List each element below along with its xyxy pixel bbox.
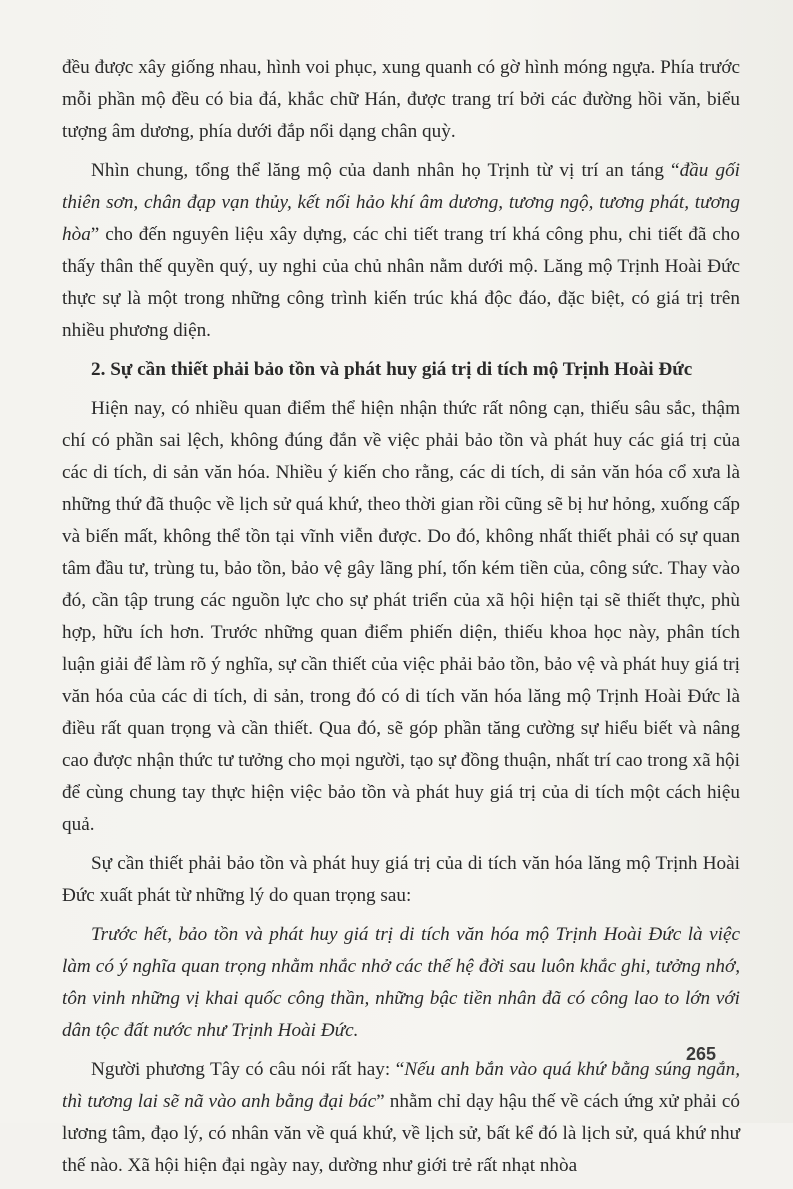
paragraph-views bbox=[62, 393, 740, 841]
paragraph-first-reason bbox=[62, 919, 740, 1047]
paragraph-text: Người phương Tây có câu nói rất hay: “ bbox=[91, 1059, 405, 1080]
paragraph-reasons-intro bbox=[62, 848, 740, 912]
paragraph-summary bbox=[62, 155, 740, 347]
paragraph-text: ” cho đến nguyên liệu xây dựng, các chi tiết trang trí khá công phu, chi tiết đã cho thấy thân thế quyền quý, uy nghi của chủ nhân nằm dưới mộ. Lăng mộ Trịnh Hoài Đức thực sự là một trong những công trình kiến trúc khá độc đáo, đặc biệt, có giá trị trên nhiều phương diện. bbox=[62, 224, 740, 341]
paragraph-text: Sự cần thiết phải bảo tồn và phát huy giá trị của di tích văn hóa lăng mộ Trịnh Hoài Đức xuất phát từ những lý do quan trọng sau: bbox=[62, 853, 740, 906]
paragraph-western-saying bbox=[62, 1054, 740, 1182]
paragraph-text: Trước hết, bảo tồn và phát huy giá trị di tích văn hóa mộ Trịnh Hoài Đức là việc làm có ý nghĩa quan trọng nhằm nhắc nhở các thế hệ đời sau luôn khắc ghi, tưởng nhớ, tôn vinh những vị khai quốc công thần, những bậc tiền nhân đã có công lao to lớn với dân tộc đất nước như Trịnh Hoài Đức. bbox=[62, 924, 740, 1041]
italic-quote: Nếu anh bắn vào quá khứ bằng súng ngắn, thì tương lai sẽ nã vào anh bằng đại bác bbox=[62, 1059, 741, 1112]
italic-quote: đầu gối thiên sơn, chân đạp vạn thủy, kết nối hảo khí âm dương, tương ngộ, tương phát, tương hòa bbox=[62, 160, 740, 245]
page-number: 265 bbox=[686, 1044, 717, 1064]
paragraph-text: Nhìn chung, tổng thể lăng mộ của danh nhân họ Trịnh từ vị trí an táng “ bbox=[91, 160, 680, 181]
paragraph-text: Hiện nay, có nhiều quan điểm thể hiện nhận thức rất nông cạn, thiếu sâu sắc, thậm chí có phần sai lệch, không đúng đắn về việc phải bảo tồn và phát huy các giá trị của các di tích, di sản văn hóa. Nhiều ý kiến cho rằng, các di tích, di sản văn hóa cổ xưa là những thứ đã thuộc về lịch sử quá khứ, theo thời gian rồi cũng sẽ bị hư hỏng, xuống cấp và biến mất, không thể tồn tại vĩnh viễn được. Do đó, không nhất thiết phải có sự quan tâm đầu tư, trùng tu, bảo tồn, bảo vệ gây lãng phí, tốn kém tiền của, công sức. Thay vào đó, cần tập trung các nguồn lực cho sự phát triển của xã hội hiện tại sẽ thiết thực, phù hợp, hữu ích hơn. Trước những quan điểm phiến diện, thiếu khoa học này, phân tích luận giải để làm rõ ý nghĩa, sự cần thiết của việc phải bảo tồn, bảo vệ và phát huy giá trị văn hóa của các di tích, di sản, trong đó có di tích văn hóa lăng mộ Trịnh Hoài Đức là điều rất quan trọng và cần thiết. Qua đó, sẽ góp phần tăng cường sự hiểu biết và nâng cao được nhận thức tư tưởng cho mọi người, tạo sự đồng thuận, nhất trí cao trong xã hội để cùng chung tay thực hiện việc bảo tồn và phát huy giá trị của di tích một cách hiệu quả. bbox=[62, 398, 740, 835]
section-heading: 2. Sự cần thiết phải bảo tồn và phát huy giá trị di tích mộ Trịnh Hoài Đức bbox=[91, 359, 693, 380]
paragraph-text: ” nhằm chỉ dạy hậu thế về cách ứng xử phải có lương tâm, đạo lý, có nhân văn về quá khứ, về lịch sử, bất kể đó là lịch sử, quá khứ như thế nào. Xã hội hiện đại ngày nay, dường như giới trẻ rất nhạt nhòa bbox=[62, 1091, 740, 1176]
body-text bbox=[62, 52, 740, 1189]
paragraph-text: đều được xây giống nhau, hình voi phục, xung quanh có gờ hình móng ngựa. Phía trước mỗi phần mộ đều có bia đá, khắc chữ Hán, được trang trí bởi các đường hồi văn, biểu tượng âm dương, phía dưới đắp nổi dạng chân quỳ. bbox=[62, 57, 740, 142]
paragraph-continuation bbox=[62, 52, 740, 148]
